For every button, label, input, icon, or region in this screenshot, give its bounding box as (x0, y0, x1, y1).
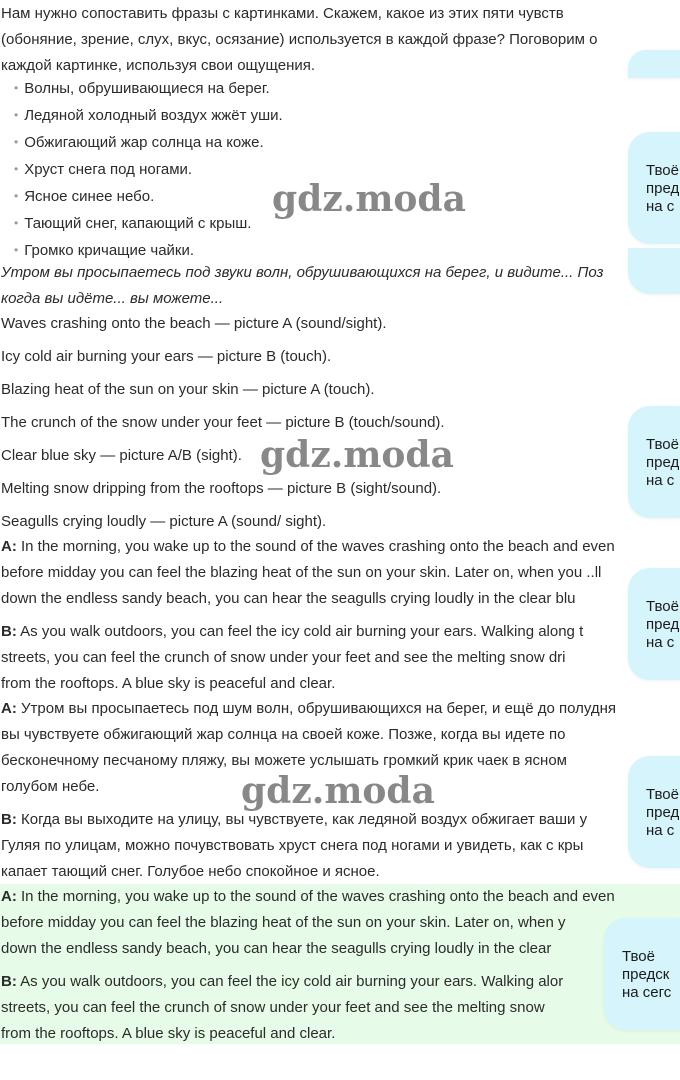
text-b-line: from the rooftops. A blue sky is peaceful and clear. (1, 675, 336, 692)
prompt-line: Утром вы просыпаетесь под звуки волн, обрушивающихся на берег, и видите... Поз (1, 264, 604, 281)
list-item: • Волны, обрушивающиеся на берег. (14, 76, 270, 102)
list-item: • Ледяной холодный воздух жжёт уши. (14, 103, 283, 129)
list-item: • Ясное синее небо. (14, 184, 154, 210)
list-item: • Хруст снега под ногами. (14, 157, 192, 183)
hl-b-line: from the rooftops. A blue sky is peaceful and clear. (1, 1025, 336, 1042)
ru-a-line: бесконечному песчаному пляжу, вы можете услышать громкий крик чаек в ясном (1, 752, 567, 769)
chat-bubble[interactable] (628, 132, 680, 244)
hl-a-line: down the endless sandy beach, you can hear the seagulls crying loudly in the clear (1, 940, 552, 957)
match-line: Melting snow dripping from the rooftops — picture B (sight/sound). (1, 480, 442, 497)
watermark: gdz.moda (272, 178, 466, 220)
label-b: B: (1, 623, 17, 640)
hl-b-line: streets, you can feel the crunch of snow under your feet and see the melting snow (1, 999, 545, 1016)
watermark: gdz.moda (241, 770, 435, 812)
ru-b-line: капает тающий снег. Голубое небо спокойное и ясное. (1, 863, 380, 880)
chat-bubble[interactable] (604, 918, 680, 1030)
bubble-text: Твоё пред на с (646, 436, 680, 489)
match-line: Blazing heat of the sun on your skin — picture A (touch). (1, 381, 375, 398)
chat-bubble-edge (628, 248, 680, 294)
match-line: Icy cold air burning your ears — picture B (touch). (1, 348, 332, 365)
ru-a-content: Утром вы просыпаетесь под шум волн, обрушивающихся на берег, и ещё до полудня (16, 700, 617, 717)
text-b-line: streets, you can feel the crunch of snow under your feet and see the melting snow dri (1, 649, 566, 666)
text-b-line (1, 619, 583, 645)
hl-a-line (1, 884, 615, 910)
prompt-line: когда вы идёте... вы можете... (1, 290, 224, 307)
ru-b-line: Гуляя по улицам, можно почувствовать хруст снега под ногами и увидеть, как с кры (1, 837, 584, 854)
bubble-text: Твоё пред на с (646, 598, 680, 651)
hl-a-content: In the morning, you wake up to the sound of the waves crashing onto the beach and even (16, 888, 615, 905)
match-line: Seagulls crying loudly — picture A (sound/ sight). (1, 513, 327, 530)
text-a-line: down the endless sandy beach, you can hear the seagulls crying loudly in the clear blu (1, 590, 576, 607)
intro-line: Нам нужно сопоставить фразы с картинками. Скажем, какое из этих пяти чувств (1, 5, 564, 22)
ru-a-line (1, 696, 616, 722)
label-b: B: (1, 811, 17, 828)
watermark: gdz.moda (260, 434, 454, 476)
label-a: A: (1, 538, 17, 555)
ru-a-line: голубом небе. (1, 778, 100, 795)
match-line: Waves crashing onto the beach — picture A (sound/sight). (1, 315, 387, 332)
bubble-text: Твоё пред на с (646, 786, 680, 839)
ru-a-line: вы чувствуете обжигающий жар солнца на своей коже. Позже, когда вы идете по (1, 726, 566, 743)
chat-bubble-edge (628, 50, 680, 78)
list-item: • Обжигающий жар солнца на коже. (14, 130, 264, 156)
chat-bubble[interactable] (628, 756, 680, 868)
label-a: A: (1, 888, 17, 905)
text-a-line (1, 534, 615, 560)
label-a: A: (1, 700, 17, 717)
ru-b-content: Когда вы выходите на улицу, вы чувствуете, как ледяной воздух обжигает ваши у (16, 811, 588, 828)
text-b-content: As you walk outdoors, you can feel the icy cold air burning your ears. Walking along t (16, 623, 584, 640)
label-b: B: (1, 973, 17, 990)
hl-a-line: before midday you can feel the blazing heat of the sun on your skin. Later on, when y (1, 914, 566, 931)
chat-bubble[interactable] (628, 568, 680, 680)
chat-bubble[interactable] (628, 406, 680, 518)
intro-line: каждой картинке, используя свои ощущения. (1, 57, 316, 74)
text-a-line: before midday you can feel the blazing heat of the sun on your skin. Later on, when you ..ll (1, 564, 602, 581)
list-item: • Громко кричащие чайки. (14, 238, 194, 264)
hl-b-line (1, 969, 563, 995)
match-line: Clear blue sky — picture A/B (sight). (1, 447, 242, 464)
text-a-content: In the morning, you wake up to the sound of the waves crashing onto the beach and even (16, 538, 615, 555)
hl-b-content: As you walk outdoors, you can feel the icy cold air burning your ears. Walking alor (16, 973, 564, 990)
intro-line: (обоняние, зрение, слух, вкус, осязание) используется в каждой фразе? Поговорим о (1, 31, 598, 48)
bubble-text: Твоё пред на с (646, 162, 680, 215)
bubble-text: Твоё предск на сегс (622, 948, 672, 1001)
list-item: • Тающий снег, капающий с крыш. (14, 211, 251, 237)
match-line: The crunch of the snow under your feet — picture B (touch/sound). (1, 414, 445, 431)
